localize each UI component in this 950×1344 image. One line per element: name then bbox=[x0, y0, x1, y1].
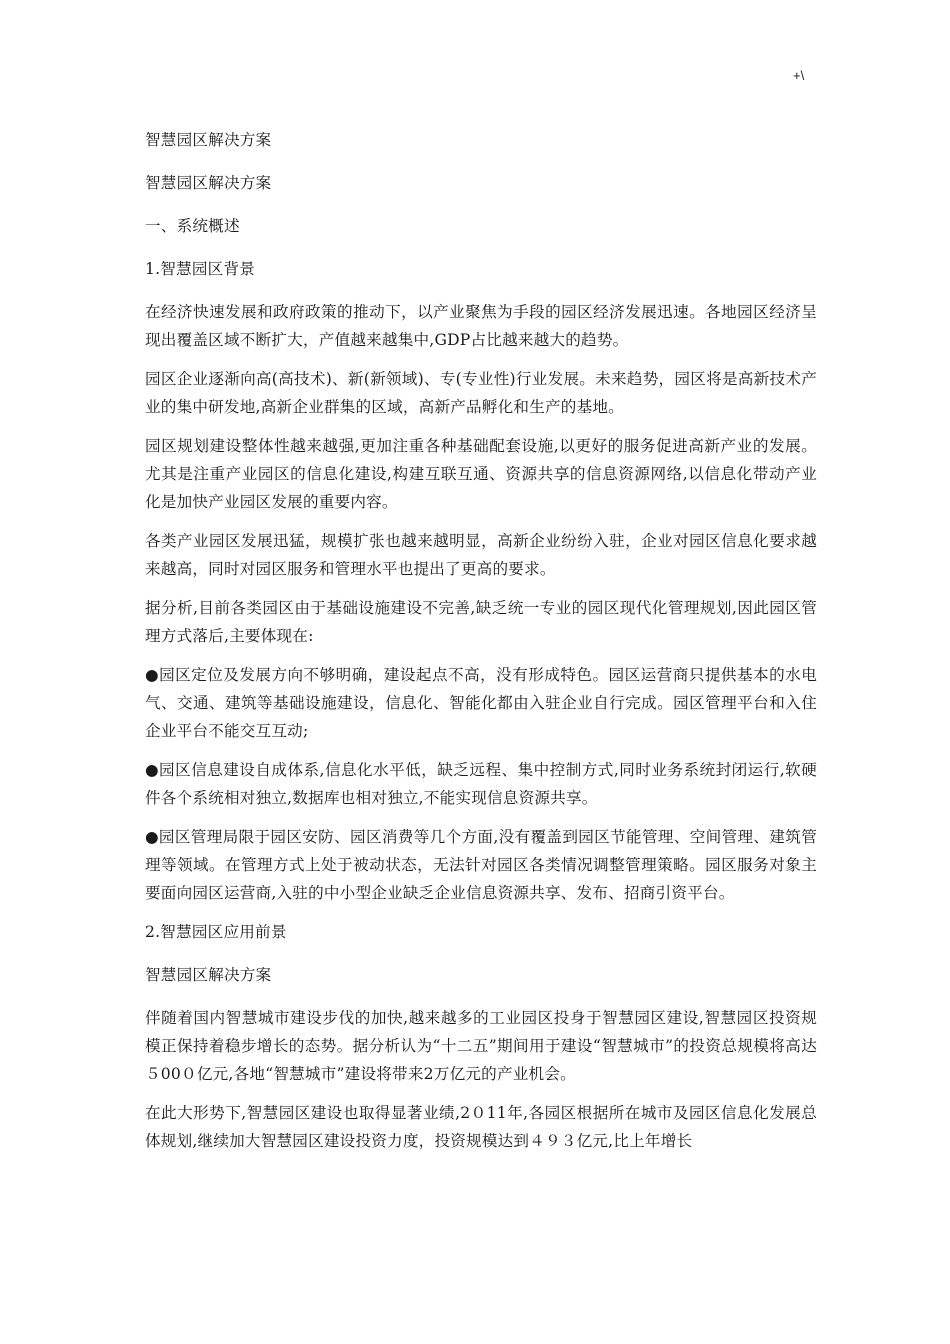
paragraph: 在经济快速发展和政府政策的推动下，以产业聚焦为手段的园区经济发展迅速。各地园区经济呈现出覆盖区域不断扩大，产值越来越集中,GDP占比越来越大的趋势。 bbox=[145, 303, 817, 349]
document-title: 智慧园区解决方案 bbox=[145, 131, 272, 149]
section-heading: 一、系统概述 bbox=[145, 217, 240, 235]
paragraph: 园区企业逐渐向高(高技术)、新(新领域)、专(专业性)行业发展。未来趋势，园区将是高新技术产业的集中研发地,高新企业群集的区域，高新产品孵化和生产的基地。 bbox=[145, 370, 817, 416]
header-corner-mark: +\ bbox=[793, 68, 805, 83]
bullet-item: ●园区信息建设自成体系,信息化水平低，缺乏远程、集中控制方式,同时业务系统封闭运行,软硬件各个系统相对独立,数据库也相对独立,不能实现信息资源共享。 bbox=[145, 761, 817, 807]
subsection-heading: 1.智慧园区背景 bbox=[145, 260, 256, 278]
paragraph: 各类产业园区发展迅猛，规模扩张也越来越明显，高新企业纷纷入驻，企业对园区信息化要求越来越高，同时对园区服务和管理水平也提出了更高的要求。 bbox=[145, 532, 817, 578]
paragraph: 园区规划建设整体性越来越强,更加注重各种基础配套设施,以更好的服务促进高新产业的发展。尤其是注重产业园区的信息化建设,构建互联互通、资源共享的信息资源网络,以信息化带动产业化是加快产业园区发展的重要内容。 bbox=[145, 437, 817, 511]
paragraph: 在此大形势下,智慧园区建设也取得显著业绩,2０11年,各园区根据所在城市及园区信息化发展总体规划,继续加大智慧园区建设投资力度，投资规模达到４９３亿元,比上年增长 bbox=[145, 1104, 817, 1150]
document-title-repeat: 智慧园区解决方案 bbox=[145, 174, 272, 192]
bullet-item: ●园区管理局限于园区安防、园区消费等几个方面,没有覆盖到园区节能管理、空间管理、建筑管理等领域。在管理方式上处于被动状态，无法针对园区各类情况调整管理策略。园区服务对象主要面向园区运营商,入驻的中小型企业缺乏企业信息资源共享、发布、招商引资平台。 bbox=[145, 828, 817, 902]
paragraph: 伴随着国内智慧城市建设步伐的加快,越来越多的工业园区投身于智慧园区建设,智慧园区投资规模正保持着稳步增长的态势。据分析认为“十二五”期间用于建设“智慧城市”的投资总规模将高达５00０亿元,各地“智慧城市”建设将带来2万亿元的产业机会。 bbox=[145, 1009, 817, 1083]
bullet-item: ●园区定位及发展方向不够明确，建设起点不高，没有形成特色。园区运营商只提供基本的水电气、交通、建筑等基础设施建设，信息化、智能化都由入驻企业自行完成。园区管理平台和入住企业平台不能交互互动; bbox=[145, 666, 817, 740]
section-title: 智慧园区解决方案 bbox=[145, 966, 272, 984]
subsection-heading: 2.智慧园区应用前景 bbox=[145, 923, 287, 941]
document-body bbox=[145, 126, 817, 1166]
paragraph: 据分析,目前各类园区由于基础设施建设不完善,缺乏统一专业的园区现代化管理规划,因此园区管理方式落后,主要体现在: bbox=[145, 599, 817, 645]
